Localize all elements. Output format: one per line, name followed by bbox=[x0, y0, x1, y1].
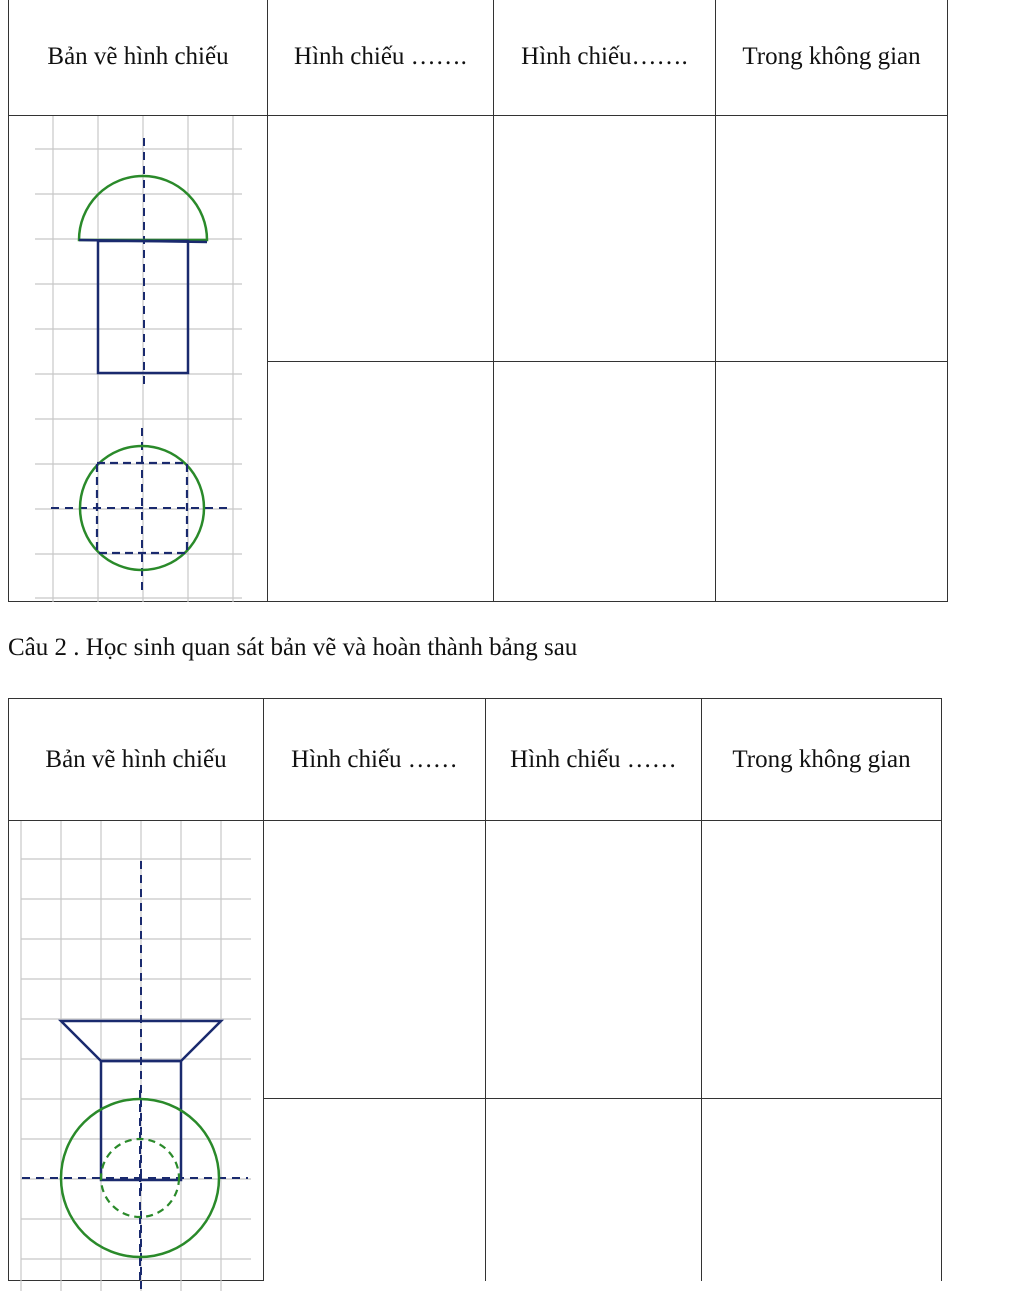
projection-drawing-1 bbox=[9, 116, 268, 602]
projection-drawing-2-top-view bbox=[8, 1090, 263, 1280]
answer-cell-r1c3[interactable] bbox=[716, 116, 948, 362]
header-projection-2: Hình chiếu …… bbox=[486, 699, 702, 821]
header-in-space: Trong không gian bbox=[716, 0, 948, 116]
answer-cell-r2c3[interactable] bbox=[716, 362, 948, 602]
answer-cell-r1c1[interactable] bbox=[268, 116, 494, 362]
header-projection-1: Hình chiếu …… bbox=[264, 699, 486, 821]
answer-cell-r2c2[interactable] bbox=[486, 1099, 702, 1281]
header-drawing: Bản vẽ hình chiếu bbox=[9, 699, 264, 821]
answer-cell-r2c2[interactable] bbox=[494, 362, 716, 602]
header-projection-2: Hình chiếu……. bbox=[494, 0, 716, 116]
answer-cell-r2c1[interactable] bbox=[264, 1099, 486, 1281]
header-in-space: Trong không gian bbox=[702, 699, 942, 821]
answer-cell-r2c1[interactable] bbox=[268, 362, 494, 602]
question-2-text: Câu 2 . Học sinh quan sát bản vẽ và hoàn thành bảng sau bbox=[8, 634, 578, 661]
answer-cell-r1c2[interactable] bbox=[494, 116, 716, 362]
answer-cell-r1c1[interactable] bbox=[264, 821, 486, 1099]
answer-cell-r1c2[interactable] bbox=[486, 821, 702, 1099]
answer-cell-r1c3[interactable] bbox=[702, 821, 942, 1099]
projection-table-1 bbox=[8, 0, 948, 602]
grid-paper bbox=[35, 116, 242, 602]
drawing-cell bbox=[9, 116, 268, 602]
header-projection-1: Hình chiếu ……. bbox=[268, 0, 494, 116]
answer-cell-r2c3[interactable] bbox=[702, 1099, 942, 1281]
header-drawing: Bản vẽ hình chiếu bbox=[9, 0, 268, 116]
